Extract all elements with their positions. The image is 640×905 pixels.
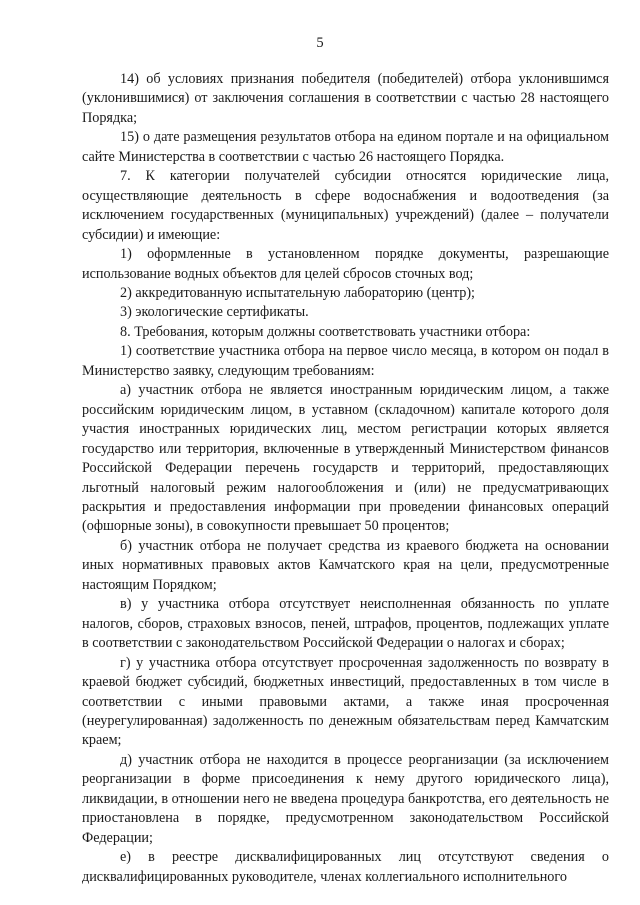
paragraph-item-2-laboratory: 2) аккредитованную испытательную лабораторию (центр); [120,284,475,301]
paragraph-item-14: 14) об условиях признания победителя (победителей) отбора уклонившимся (уклонившимися) от заключения соглашения в соответствии с частью 28 настоящего Порядка; [82,71,609,126]
document-body [82,70,609,887]
paragraph-subitem-e: е) в реестре дисквалифицированных лиц отсутствуют сведения о дисквалифицированных руководителе, членах коллегиального исполнительного [82,849,609,885]
paragraph-section-7: 7. К категории получателей субсидии относятся юридические лица, осуществляющие деятельность в сфере водоснабжения и водоотведения (за исключением государственных (муниципальных) учреждений) (далее – получатели субсидии) и имеющие: [82,168,609,243]
paragraph-subitem-v: в) у участника отбора отсутствует неисполненная обязанность по уплате налогов, сборов, страховых взносов, пеней, штрафов, процентов, подлежащих уплате в соответствии с законодательством Российской Федерации о налогах и сборах; [82,596,609,652]
paragraph-item-15: 15) о дате размещения результатов отбора на едином портале и на официальном сайте Министерства в соответствии с частью 26 настоящего Порядка. [82,129,609,165]
paragraph-subitem-a: а) участник отбора не является иностранным юридическим лицом, а также российским юридическим лицом, в уставном (складочном) капитале которого доля участия иностранных юридических лиц, местом регистрации которых является государство или территория, включенные в утвержденный Министерством финансов Российской Федерации перечень государств и территорий, предоставляющих льготный налоговый режим налогообложения и (или) не предусматривающих раскрытия и предоставления информации при проведении финансовых операций (офшорные зоны), в совокупности превышает 50 процентов; [82,382,609,535]
paragraph-subitem-b: б) участник отбора не получает средства из краевого бюджета на основании иных нормативных правовых актов Камчатского края на цели, предусмотренные настоящим Порядком; [82,537,609,593]
paragraph-item-1-compliance: 1) соответствие участника отбора на первое число месяца, в котором он подал в Министерство заявку, следующим требованиям: [82,343,609,379]
paragraph-item-1-documents: 1) оформленные в установленном порядке документы, разрешающие использование водных объектов для целей сбросов сточных вод; [82,246,609,282]
paragraph-subitem-d: д) участник отбора не находится в процессе реорганизации (за исключением реорганизации в форме присоединения к нему другого юридического лица), ликвидации, в отношении него не введена процедура банкротства, его деятельность не приостановлена в порядке, предусмотренном законодательством Российской Федерации; [82,751,609,846]
paragraph-item-3-certificates: 3) экологические сертификаты. [120,304,309,321]
paragraph-section-8: 8. Требования, которым должны соответствовать участники отбора: [120,323,531,340]
page-number: 5 [316,35,324,51]
paragraph-subitem-g: г) у участника отбора отсутствует просроченная задолженность по возврату в краевой бюджет субсидий, бюджетных инвестиций, предоставленных в том числе в соответствии с иными правовыми актами, а также иная просроченная (неурегулированная) задолженность по денежным обязательствам перед Камчатским краем; [82,654,609,749]
